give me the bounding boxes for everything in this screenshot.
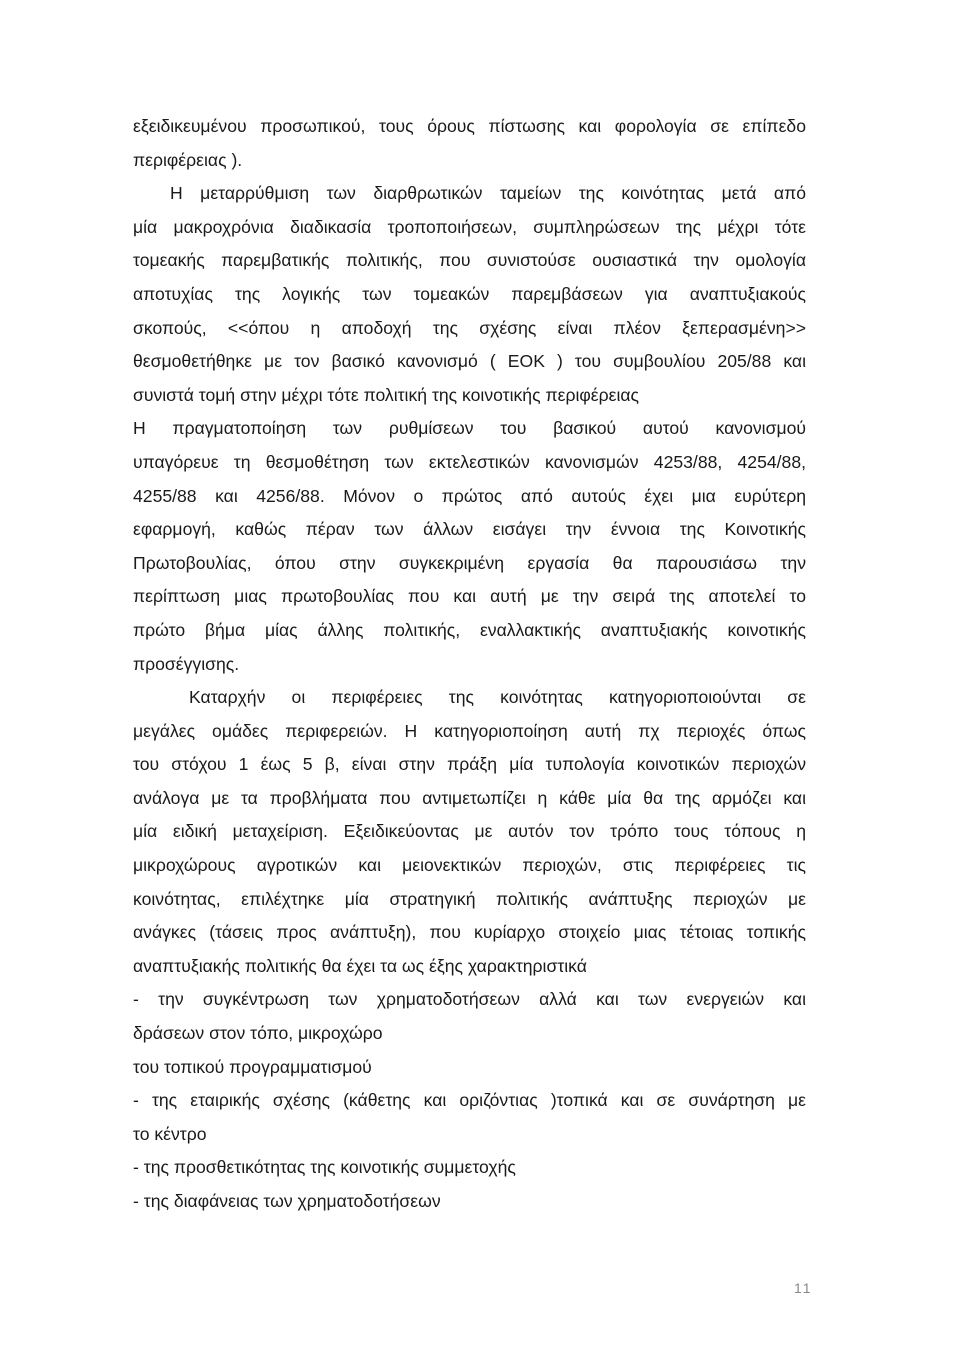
text-line-20: του στόχου 1 έως 5 β, είναι στην πράξη μία τυπολογία κοινοτικών περιοχών — [133, 754, 806, 775]
text-line-16: πρώτο βήμα μίας άλλης πολιτικής, εναλλακτικής αναπτυξιακής κοινοτικής — [133, 619, 806, 640]
text-line-21: ανάλογα με τα προβλήματα που αντιμετωπίζει η κάθε μία θα της αρμόζει και — [133, 787, 806, 808]
text-line-7: σκοπούς, <<όπου η αποδοχή της σχέσης είναι πλέον ξεπερασμένη>> — [133, 317, 806, 338]
text-line-19: μεγάλες ομάδες περιφερειών. Η κατηγοριοποίηση αυτή πχ περιοχές όπως — [133, 720, 806, 741]
text-line-1: εξειδικευμένου προσωπικού, τους όρους πίστωσης και φορολογία σε επίπεδο — [133, 116, 806, 136]
text-line-3: Η μεταρρύθμιση των διαρθρωτικών ταμείων της κοινότητας μετά από — [170, 183, 806, 204]
text-line-14: Πρωτοβουλίας, όπου στην συγκεκριμένη εργασία θα παρουσιάσω την — [133, 552, 806, 573]
text-line-25: ανάγκες (τάσεις προς ανάπτυξη), που κυρίαρχο στοιχείο μιας τέτοιας τοπικής — [133, 922, 806, 943]
text-line-23: μικροχώρους αγροτικών και μειονεκτικών περιοχών, στις περιφέρειες τις — [133, 855, 806, 876]
text-line-24: κοινότητας, επιλέχτηκε μία στρατηγική πολιτικής ανάπτυξης περιοχών με — [133, 888, 806, 909]
text-line-26: αναπτυξιακής πολιτικής θα έχει τα ως έξης χαρακτηριστικά — [133, 955, 587, 976]
text-line-4: μία μακροχρόνια διαδικασία τροποποιήσεων, συμπληρώσεων της μέχρι τότε — [133, 216, 806, 237]
text-line-5: τομεακής παρεμβατικής πολιτικής, που συνιστούσε ουσιαστικά την ομολογία — [133, 250, 806, 271]
page-number: 11 — [794, 1280, 813, 1296]
text-line-29: του τοπικού προγραμματισμού — [133, 1056, 372, 1077]
text-line-31: το κέντρο — [133, 1123, 207, 1144]
text-line-28: δράσεων στον τόπο, μικροχώρο — [133, 1023, 383, 1044]
text-line-15: περίπτωση μιας πρωτοβουλίας που και αυτή με την σειρά της αποτελεί το — [133, 586, 806, 607]
text-line-12: 4255/88 και 4256/88. Μόνον ο πρώτος από αυτούς έχει μια ευρύτερη — [133, 485, 806, 506]
text-line-9: συνιστά τομή στην μέχρι τότε πολιτική της κοινοτικής περιφέρειας — [133, 384, 640, 405]
text-line-17: προσέγγισης. — [133, 653, 240, 674]
text-line-27: - την συγκέντρωση των χρηματοδοτήσεων αλλά και των ενεργειών και — [133, 989, 806, 1010]
body-text — [133, 110, 806, 1219]
text-line-8: θεσμοθετήθηκε με τον βασικό κανονισμό ( ΕΟΚ ) του συμβουλίου 205/88 και — [133, 351, 806, 372]
text-line-22: μία ειδική μεταχείριση. Εξειδικεύοντας με αυτόν τον τρόπο τους τόπους η — [133, 821, 806, 842]
text-line-13: εφαρμογή, καθώς πέραν των άλλων εισάγει την έννοια της Κοινοτικής — [133, 519, 806, 540]
text-line-33: - της διαφάνειας των χρηματοδοτήσεων — [133, 1191, 441, 1211]
text-line-10: Η πραγματοποίηση των ρυθμίσεων του βασικού αυτού κανονισμού — [133, 418, 806, 439]
text-line-18: Καταρχήν οι περιφέρειες της κοινότητας κατηγοριοποιούνται σε — [189, 687, 806, 708]
text-line-32: - της προσθετικότητας της κοινοτικής συμμετοχής — [133, 1157, 516, 1178]
text-line-30: - της εταιρικής σχέσης (κάθετης και οριζόντιας )τοπικά και σε συνάρτηση με — [133, 1090, 806, 1111]
text-line-6: αποτυχίας της λογικής των τομεακών παρεμβάσεων για αναπτυξιακούς — [133, 283, 806, 304]
text-line-11: υπαγόρευε τη θεσμοθέτηση των εκτελεστικών κανονισμών 4253/88, 4254/88, — [133, 451, 806, 472]
text-line-2: περιφέρειας ). — [133, 149, 243, 170]
